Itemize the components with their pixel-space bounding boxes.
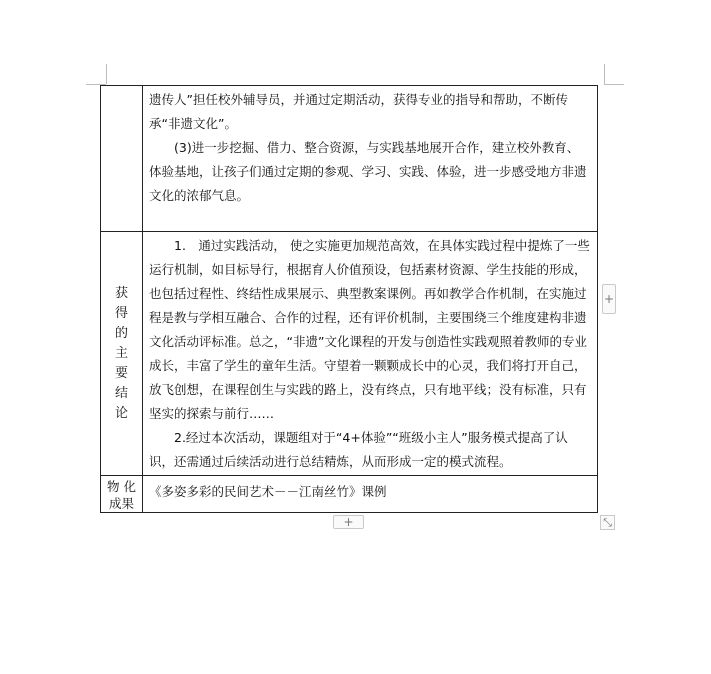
outcome-content-cell[interactable] xyxy=(143,476,598,513)
conclusion-paragraph-1: 1. 通过实践活动， 使之实施更加规范高效，在具体实践过程中提炼了一些运行机制，如目标导行，根据育人价值预设，包括素材资源、学生技能的形成，也包括过程性、终结性成果展示、典型教案课例。再如教学合作机制，在实施过程是教与学相互融合、合作的过程，还有评价机制，主要围绕三个维度建构非遗文化活动评标准。总之，“非遗”文化课程的开发与创造性实践观照着教师的专业成长，丰富了学生的童年生活。守望着一颗颗成长中的心灵，我们将打开自己，放飞创想，在课程创生与实践的路上，没有终点，只有地平线；没有标准，只有坚实的探索与前行…… xyxy=(149,238,590,421)
crop-mark-top-right-v xyxy=(604,64,605,84)
conclusion-paragraph-2: 2.经过本次活动，课题组对于“4+体验”“班级小主人”服务模式提高了认识，还需通过后续活动进行总结精炼，从而形成一定的模式流程。 xyxy=(149,430,568,469)
label-char: 得 xyxy=(114,305,128,321)
row1-content-cell[interactable] xyxy=(143,86,598,232)
add-row-button[interactable] xyxy=(333,515,364,529)
row1-paragraph-1: 遗传人”担任校外辅导员，并通过定期活动，获得专业的指导和帮助，不断传承“非遗文化”。 xyxy=(149,92,568,131)
label-char: 主 xyxy=(114,345,128,361)
row1-label-cell xyxy=(101,86,143,232)
outcome-label-cell xyxy=(101,476,143,513)
label-char: 的 xyxy=(114,325,128,341)
row1-paragraph-2: (3)进一步挖掘、借力、整合资源，与实践基地展开合作，建立校外教育、体验基地，让孩子们通过定期的参观、学习、实践、体验，进一步感受地方非遗文化的浓郁气息。 xyxy=(149,140,587,203)
crop-mark-top-left-v xyxy=(106,64,107,84)
plus-icon: + xyxy=(343,515,354,529)
document-table xyxy=(100,85,598,513)
label-char: 获 xyxy=(114,285,128,301)
label-char: 结 xyxy=(114,385,128,401)
outcome-content: 《多姿多彩的民间艺术－－江南丝竹》课例 xyxy=(149,484,387,499)
table-row xyxy=(101,232,598,476)
outcome-label-line: 成果 xyxy=(108,496,134,511)
outcome-label-line: 物 化 xyxy=(107,479,136,494)
conclusion-label-cell xyxy=(101,232,143,476)
resize-icon: ⤡ xyxy=(603,516,612,529)
conclusion-content-cell[interactable] xyxy=(143,232,598,476)
plus-icon: + xyxy=(603,292,615,306)
table-row xyxy=(101,86,598,232)
label-char: 论 xyxy=(114,405,128,421)
table-resize-handle[interactable] xyxy=(600,515,615,530)
crop-mark-top-right-h xyxy=(604,84,624,85)
label-char: 要 xyxy=(114,365,128,381)
table-row xyxy=(101,476,598,513)
add-column-button[interactable] xyxy=(602,284,616,314)
